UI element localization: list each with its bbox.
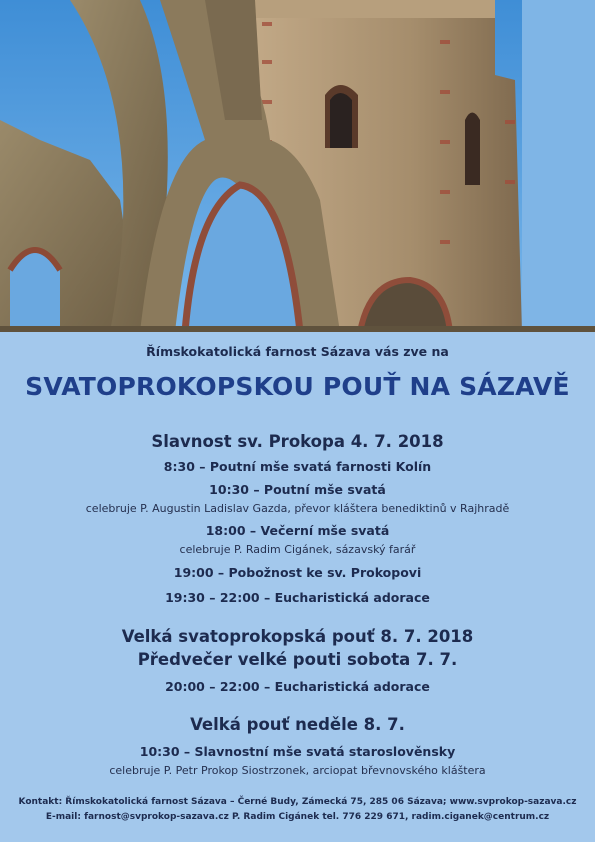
event-line: 8:30 – Poutní mše svatá farnosti Kolín <box>163 459 432 474</box>
event-line: 19:30 – 22:00 – Eucharistická adorace <box>165 590 430 605</box>
section-heading-feast: Slavnost sv. Prokopa 4. 7. 2018 <box>151 432 444 451</box>
section-heading-pilgrimage: Velká svatoprokopská pouť 8. 7. 2018 <box>121 627 474 646</box>
event-celebrant: celebruje P. Augustin Ladislav Gazda, převor kláštera benediktinů v Rajhradě <box>85 502 510 515</box>
event-line: 10:30 – Poutní mše svatá <box>209 482 386 497</box>
event-line: 18:00 – Večerní mše svatá <box>205 523 390 538</box>
contact-email: E-mail: farnost@svprokop-sazava.cz P. Radim Cigánek tel. 776 229 671, radim.ciganek@centrum.cz <box>45 812 550 822</box>
contact-address: Kontakt: Římskokatolická farnost Sázava – Černé Budy, Zámecká 75, 285 06 Sázava; www.svprokop-sazava.cz <box>18 797 577 807</box>
event-line: 20:00 – 22:00 – Eucharistická adorace <box>165 679 430 694</box>
event-poster-text <box>0 332 595 842</box>
section-heading-sunday: Velká pouť neděle 8. 7. <box>190 715 405 734</box>
invitation-line: Římskokatolická farnost Sázava vás zve na <box>146 344 449 359</box>
section-heading-eve: Předvečer velké pouti sobota 7. 7. <box>137 650 458 669</box>
event-line: 19:00 – Pobožnost ke sv. Prokopovi <box>173 565 422 580</box>
monastery-ruins-photo <box>0 0 595 332</box>
event-celebrant: celebruje P. Petr Prokop Siostrzonek, arciopat břevnovského kláštera <box>109 764 486 777</box>
page-title: SVATOPROKOPSKOU POUŤ NA SÁZAVĚ <box>25 372 570 401</box>
event-celebrant: celebruje P. Radim Cigánek, sázavský farář <box>179 543 416 556</box>
event-line: 10:30 – Slavnostní mše svatá staroslověnsky <box>139 744 456 759</box>
